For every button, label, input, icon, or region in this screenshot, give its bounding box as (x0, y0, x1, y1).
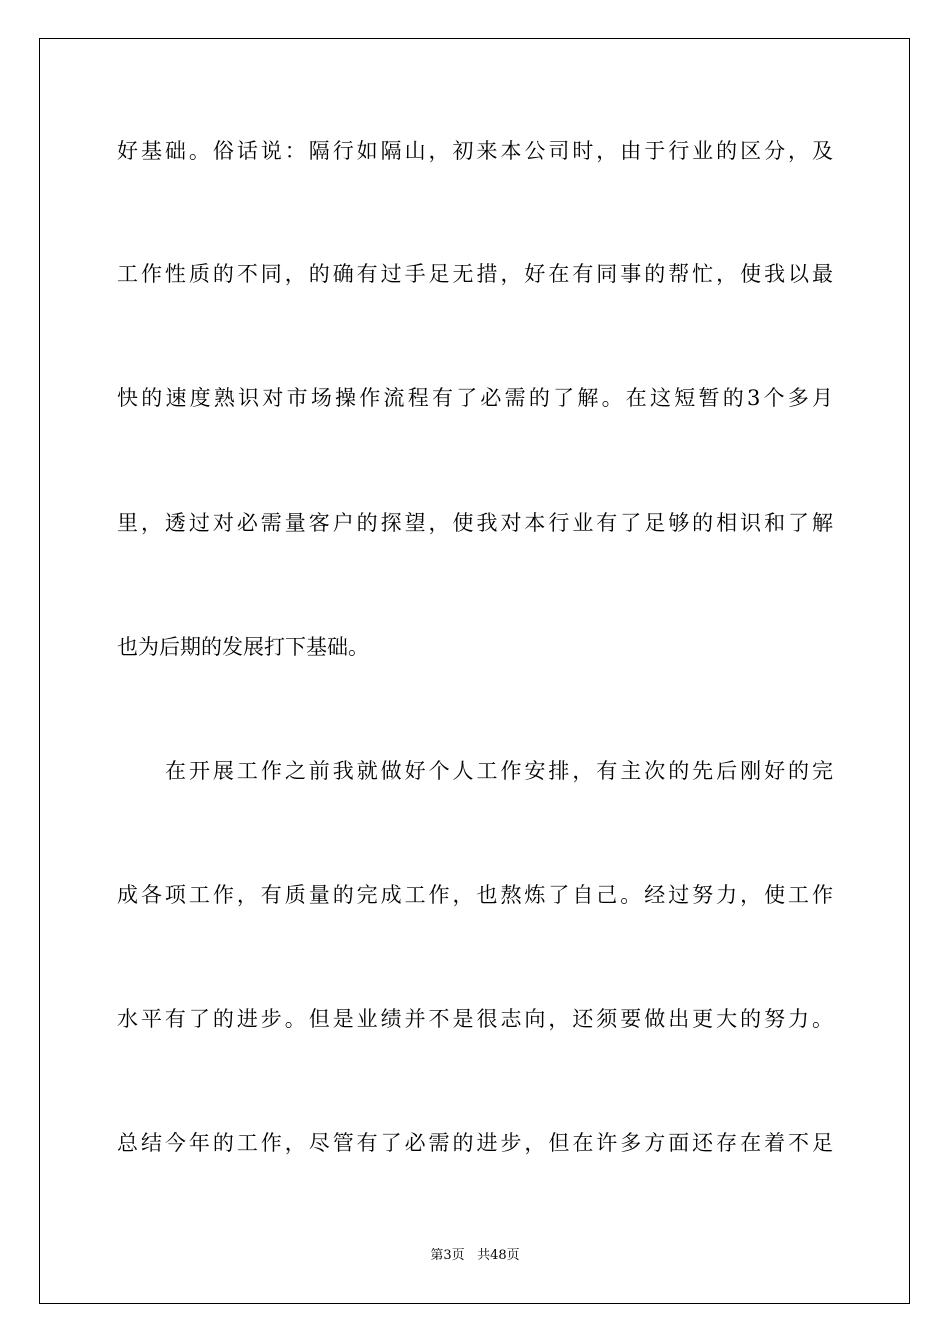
page-border (39, 38, 910, 1304)
paragraph-line: 里，透过对必需量客户的探望，使我对本行业有了足够的相识和了解 (117, 511, 833, 535)
paragraph-line: 工作性质的不同，的确有过手足无措，好在有同事的帮忙，使我以最 (117, 262, 833, 286)
paragraph-line: 水平有了的进步。但是业绩并不是很志向，还须要做出更大的努力。 (117, 1007, 833, 1031)
paragraph-line: 好基础。俗话说：隔行如隔山，初来本公司时，由于行业的区分，及 (117, 139, 833, 163)
paragraph-line: 总结今年的工作，尽管有了必需的进步，但在许多方面还存在着不足 (117, 1131, 833, 1155)
page-footer (0, 1246, 950, 1266)
paragraph-line: 在开展工作之前我就做好个人工作安排，有主次的先后刚好的完 (165, 759, 833, 783)
paragraph-line: 成各项工作，有质量的完成工作，也熬炼了自己。经过努力，使工作 (117, 883, 833, 907)
paragraph-line: 也为后期的发展打下基础。 (117, 635, 369, 659)
page-total: 共48页 (477, 1248, 520, 1263)
paragraph-line: 快的速度熟识对市场操作流程有了必需的了解。在这短暂的3个多月 (117, 386, 833, 410)
page-number: 第3页 (430, 1248, 465, 1263)
